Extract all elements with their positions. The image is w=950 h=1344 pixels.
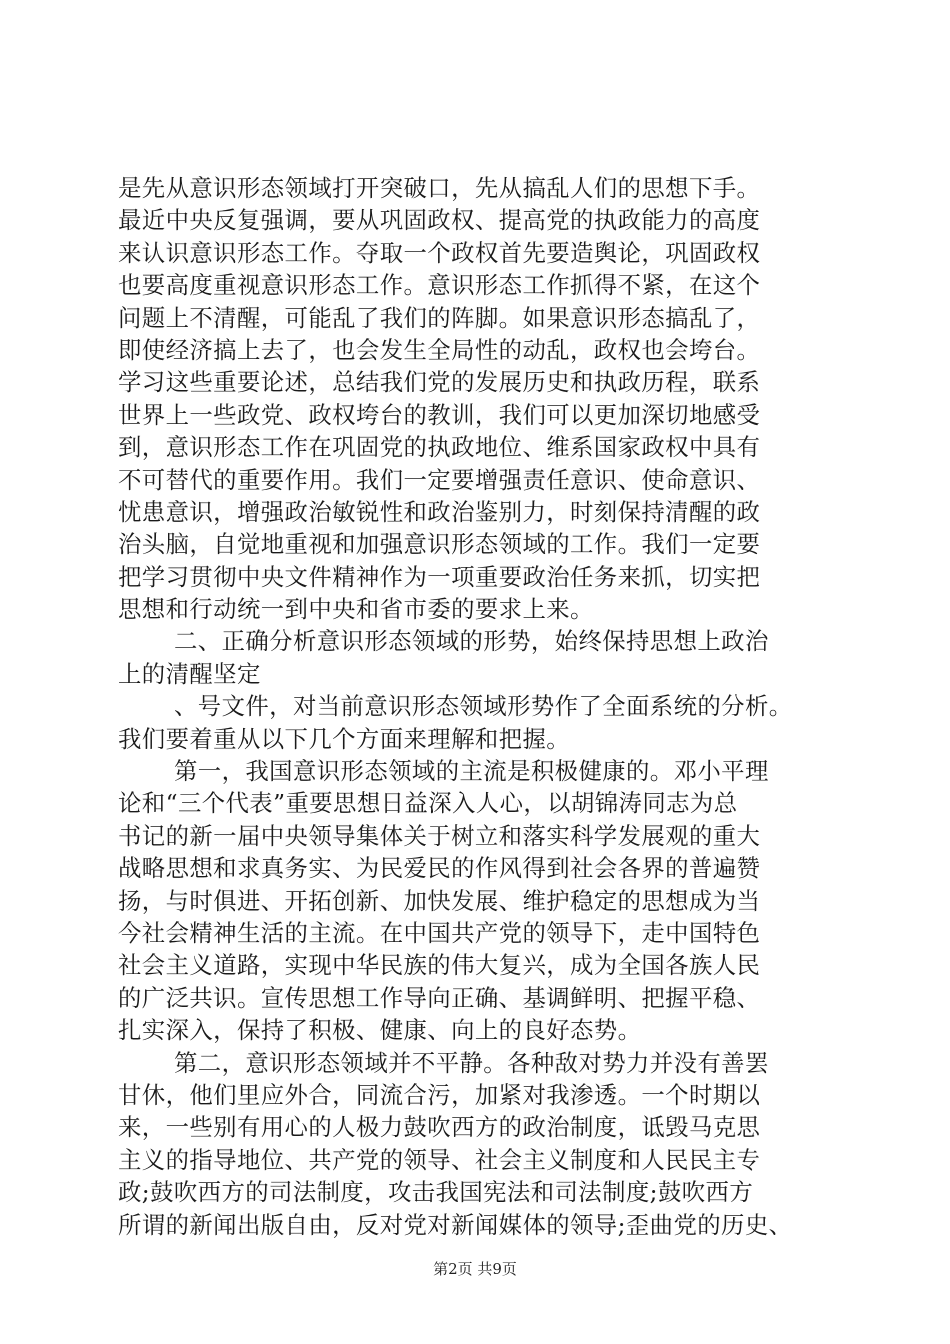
text-line: 到，意识形态工作在巩固党的执政地位、维系国家政权中具有 [118,433,761,462]
text-line: 论和“三个代表”重要思想日益深入人心，以胡锦涛同志为总 [118,789,738,818]
text-line: 政;鼓吹西方的司法制度，攻击我国宪法和司法制度;鼓吹西方 [118,1178,754,1207]
text-line: 不可替代的重要作用。我们一定要增强责任意识、使命意识、 [118,465,761,494]
text-line: 治头脑，自觉地重视和加强意识形态领域的工作。我们一定要 [118,530,761,559]
text-line: 、号文件，对当前意识形态领域形势作了全面系统的分析。 [174,692,793,721]
text-line: 最近中央反复强调，要从巩固政权、提高党的执政能力的高度 [118,206,761,235]
page-number-footer: 第2页 共9页 [433,1260,517,1278]
text-line: 我们要着重从以下几个方面来理解和把握。 [118,724,571,753]
text-line: 来认识意识形态工作。夺取一个政权首先要造舆论，巩固政权 [118,238,761,267]
document-body [118,172,848,1241]
text-line: 即使经济搞上去了，也会发生全局性的动乱，政权也会垮台。 [118,335,761,364]
text-line: 社会主义道路，实现中华民族的伟大复兴，成为全国各族人民 [118,951,761,980]
text-line: 上的清醒坚定 [118,659,261,688]
text-line: 第一，我国意识形态领域的主流是积极健康的。邓小平理 [174,757,769,786]
text-line: 学习这些重要论述，总结我们党的发展历史和执政历程，联系 [118,368,761,397]
text-line: 书记的新一届中央领导集体关于树立和落实科学发展观的重大 [118,821,761,850]
text-line: 是先从意识形态领域打开突破口，先从搞乱人们的思想下手。 [118,174,761,202]
text-line: 第二，意识形态领域并不平静。各种敌对势力并没有善罢 [174,1048,769,1077]
text-line: 扎实深入，保持了积极、健康、向上的良好态势。 [118,1016,642,1045]
text-line: 的广泛共识。宣传思想工作导向正确、基调鲜明、把握平稳、 [118,983,761,1012]
text-line: 扬，与时俱进、开拓创新、加快发展、维护稳定的思想成为当 [118,886,761,915]
text-line: 思想和行动统一到中央和省市委的要求上来。 [118,595,594,624]
text-line: 问题上不清醒，可能乱了我们的阵脚。如果意识形态搞乱了， [118,303,761,332]
text-line: 主义的指导地位、共产党的领导、社会主义制度和人民民主专 [118,1145,761,1174]
text-line: 忧患意识，增强政治敏锐性和政治鉴别力，时刻保持清醒的政 [118,497,761,526]
text-line: 甘休，他们里应外合，同流合污，加紧对我渗透。一个时期以 [118,1080,761,1109]
text-line: 战略思想和求真务实、为民爱民的作风得到社会各界的普遍赞 [118,854,761,883]
text-line: 世界上一些政党、政权垮台的教训，我们可以更加深切地感受 [118,400,761,429]
text-line: 来，一些别有用心的人极力鼓吹西方的政治制度，诋毁马克思 [118,1113,761,1142]
text-line: 今社会精神生活的主流。在中国共产党的领导下，走中国特色 [118,918,761,947]
text-line: 把学习贯彻中央文件精神作为一项重要政治任务来抓，切实把 [118,562,761,591]
text-line: 也要高度重视意识形态工作。意识形态工作抓得不紧，在这个 [118,271,761,300]
text-line: 二、正确分析意识形态领域的形势，始终保持思想上政治 [174,627,769,656]
text-line: 所谓的新闻出版自由，反对党对新闻媒体的领导;歪曲党的历史、 [118,1210,793,1239]
